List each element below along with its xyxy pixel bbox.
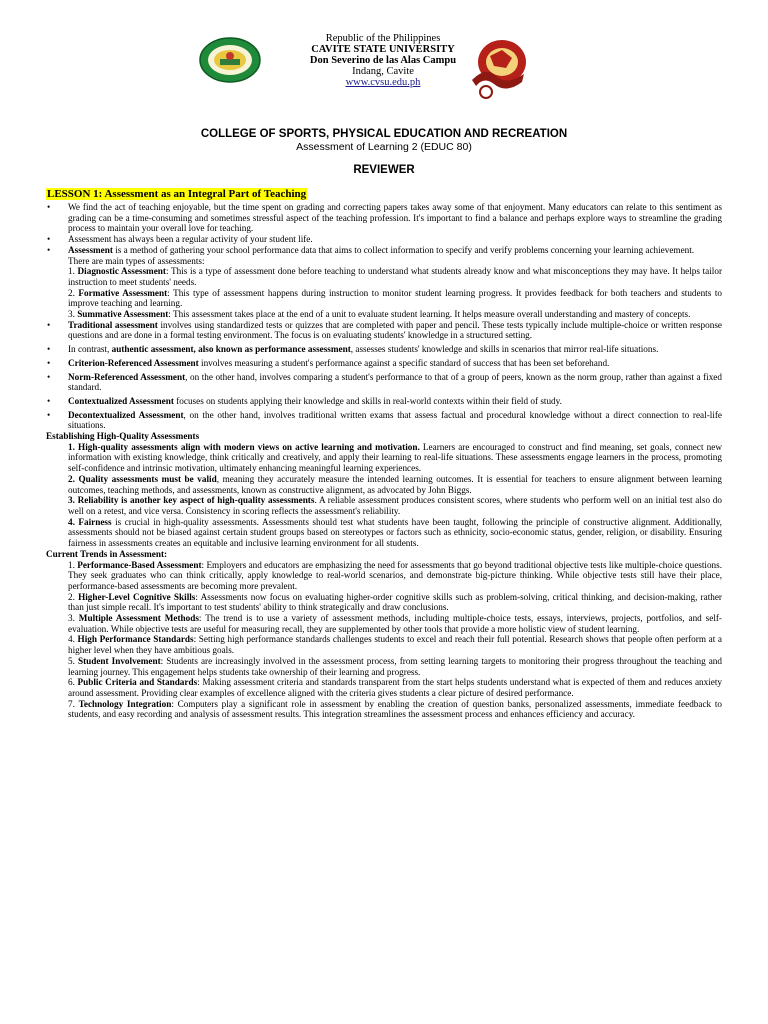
list-item: • Criterion-Referenced Assessment involves measuring a student's performance against a specific standard of success that has been set beforehand. — [46, 358, 722, 369]
type-item: 3. Summative Assessment: This assessment takes place at the end of a unit to evaluate student learning. It helps measure overall understanding and mastery of concepts. — [68, 309, 691, 320]
list-item: • Traditional assessment involves using standardized tests or quizzes that are completed with paper and pencil. These tests typically include multiple-choice or written response questions and are done in a formal testing environment. The focus is on evaluating students' knowledge in a structured setting. — [46, 320, 722, 341]
list-item: 4. High Performance Standards: Setting high performance standards challenges students to excel and reach their full potential. Research shows that people often perform at a higher level when they have ambitious goals. — [68, 634, 722, 656]
lesson-bullet-list — [46, 202, 722, 431]
university-seal-logo — [198, 36, 262, 84]
campus-name: Don Severino de las Alas Campu — [309, 55, 457, 66]
list-item: • Assessment has always been a regular activity of your student life. — [46, 234, 722, 245]
list-item: • We find the act of teaching enjoyable, but the time spent on grading and correcting papers takes away some of that enjoyment. Many educators can relate to this sentiment as grading can be a time-consuming and sometimes stressful aspect of the teaching profession. It's important to find a balance and perhaps explore ways to streamline the grading process to maintain your overall love for teaching. — [46, 202, 722, 234]
list-item: • Norm-Referenced Assessment, on the other hand, involves comparing a student's performance to that of a group of peers, known as the norm group, rather than against a fixed standard. — [46, 372, 722, 393]
section-heading-trends: Current Trends in Assessment: — [46, 548, 168, 559]
reviewer-content — [46, 188, 722, 720]
list-item: 2. Higher-Level Cognitive Skills: Assessments now focus on evaluating higher-order cognitive skills such as problem-solving, critical thinking, and decision-making, rather than just simple recall. It's important to test students' ability to think strategically and draw conclusions. — [68, 591, 722, 613]
list-item: • Assessment is a method of gathering your school performance data that aims to collect information to specify and verify problems concerning your learning achievement. There are main types of assessments: 1. Diagnostic Assessment: This is a type of assessment done before teaching to understand what students already know and what misconceptions they may have. It helps tailor instruction to meet students' needs. 2. Formative Assessment: This type of assessment happens during instruction to monitor student learning progress. It provides feedback for both teachers and students to improve teaching and learning. 3. Summative Assessment: This assessment takes place at the end of a unit to evaluate student learning. It helps measure overall understanding and mastery of concepts. — [46, 245, 722, 320]
document-title: REVIEWER — [353, 164, 415, 176]
list-item: 3. Reliability is another key aspect of high-quality assessments. A reliable assessment produces consistent scores, where students who perform well on an initial test also do well on a retest, and vice versa. Consistency in scoring reflects the assessment's reliability. — [68, 495, 722, 516]
list-item: • Contextualized Assessment focuses on students applying their knowledge and skills in real-world contexts within their field of study. — [46, 396, 722, 407]
trends-list — [46, 560, 722, 721]
list-item: 4. Fairness is crucial in high-quality assessments. Assessments should test what students have been taught, following the principle of constructive alignment. Additionally, assessments should not be biased against certain student groups based on stereotypes or factors such as ethnicity, socio-economic status, gender, religion, or disability. Ensuring fairness in assessments creates an equitable and inclusive learning environment for all students. — [68, 516, 722, 549]
university-name: CAVITE STATE UNIVERSITY — [311, 44, 455, 55]
college-name: COLLEGE OF SPORTS, PHYSICAL EDUCATION AND RECREATION — [200, 128, 568, 140]
hq-list — [46, 442, 722, 549]
college-heading — [0, 128, 768, 153]
list-item: • Decontextualized Assessment, on the other hand, involves traditional written exams that assess factual and procedural knowledge without a direct connection to real-life situations. — [46, 410, 722, 431]
type-item: 2. Formative Assessment: This type of assessment happens during instruction to monitor student learning progress. It provides feedback for both teachers and students to improve teaching and learning. — [68, 287, 722, 309]
list-item: 5. Student Involvement: Students are increasingly involved in the assessment process, from setting learning targets to monitoring their progress throughout the teaching and learning journey. This engagement helps students take ownership of their learning and progress. — [68, 655, 722, 677]
types-intro: There are main types of assessments: — [68, 255, 205, 266]
lesson-title: LESSON 1: Assessment as an Integral Part of Teaching — [47, 188, 307, 200]
section-heading-hq: Establishing High-Quality Assessments — [46, 431, 200, 442]
website-link[interactable]: www.cvsu.edu.ph — [345, 77, 421, 88]
course-name: Assessment of Learning 2 (EDUC 80) — [296, 141, 472, 153]
town-line: Indang, Cavite — [352, 66, 414, 77]
list-item: 7. Technology Integration: Computers play a significant role in assessment by enabling the creation of question banks, personalized assessments, immediate feedback to students, and easy recording and analysis of assessment results. This integration streamlines the assessment process and enhances efficiency and accuracy. — [68, 698, 722, 720]
list-item: 1. Performance-Based Assessment: Employers and educators are emphasizing the need for assessments that go beyond traditional objective tests like multiple-choice questions. They seek graduates who can think critically, apply knowledge to real-world scenarios, and demonstrate big-picture thinking. While objective tests still have their place, performance-based assessments are becoming more prevalent. — [68, 559, 723, 591]
list-item: 3. Multiple Assessment Methods: The trend is to use a variety of assessment methods, including multiple-choice tests, essays, interviews, projects, portfolios, and self-evaluation. While objective tests are useful for measuring recall, they are supplemented by other tools that provide a more holistic view of student learning. — [68, 613, 722, 634]
college-mascot-logo — [466, 36, 530, 100]
list-item: 2. Quality assessments must be valid, meaning they accurately measure the intended learning outcomes. It is essential for teachers to ensure alignment between learning outcomes, teaching methods, and assessments, known as constructive alignment, as advocated by John Biggs. — [68, 473, 723, 495]
list-item: 6. Public Criteria and Standards: Making assessment criteria and standards transparent from the start helps students understand what is expected of them and reduces anxiety around assessment. Providing clear examples of excellence aligned with the criteria gives students a clear picture of desired performance. — [68, 677, 723, 698]
type-item: 1. Diagnostic Assessment: This is a type of assessment done before teaching to understand what students already know and what misconceptions they may have. It helps tailor instruction to meet students' needs. — [68, 266, 723, 287]
list-item: • In contrast, authentic assessment, also known as performance assessment, assesses students' knowledge and skills in scenarios that mirror real-life situations. — [46, 344, 722, 355]
university-header — [270, 33, 496, 88]
list-item: 1. High-quality assessments align with modern views on active learning and motivation. Learners are encouraged to construct and find meaning, set goals, connect new information with existing knowledge, think critically and creatively, and apply their learning to real-life situations. These assessments engage learners in the process, promoting self-confidence and intrinsic motivation, ultimately enhancing meaningful learning experiences. — [68, 441, 722, 474]
republic-line: Republic of the Philippines — [325, 33, 441, 44]
